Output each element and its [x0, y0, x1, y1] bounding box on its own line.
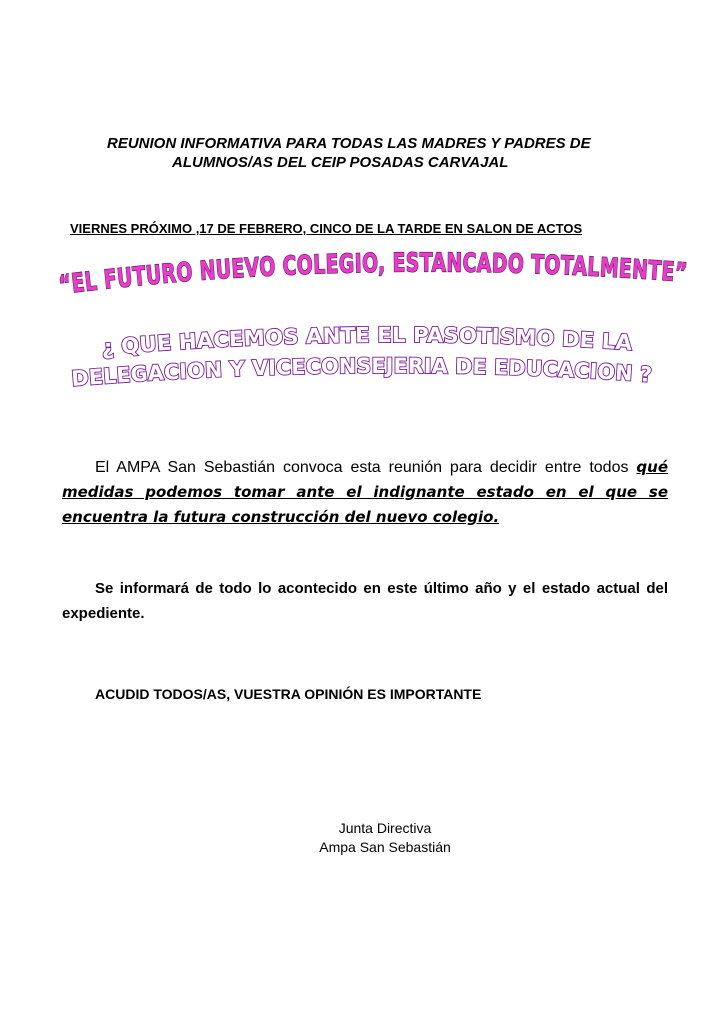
paragraph-2-text: Se informará de todo lo acontecido en este último año y el estado actual del expediente. — [62, 580, 668, 622]
header-line-2: ALUMNOS/AS DEL CEIP POSADAS CARVAJAL — [172, 154, 509, 171]
question-line-2-path: DELEGACION Y VICECONSEJERIA DE EDUCACION ? — [70, 353, 653, 391]
question-wordart — [0, 320, 728, 405]
headline-text — [57, 248, 694, 301]
question-line-1-path: ¿ QUE HACEMOS ANTE EL PASOTISMO DE LA — [100, 323, 633, 360]
question-line-2 — [71, 354, 653, 391]
header-line-1: REUNION INFORMATIVA PARA TODAS LAS MADRES Y PADRES DE — [107, 135, 591, 152]
paragraph-emphasis: qué medidas podemos tomar ante el indignante estado en el que se encuentra la futura construcción del nuevo colegio. — [62, 458, 668, 526]
body-paragraph-2 — [62, 576, 668, 626]
headline-wordart — [0, 250, 728, 315]
headline-textpath: “EL FUTURO NUEVO COLEGIO, ESTANCADO TOTALMENTE” — [57, 248, 694, 301]
body-paragraph-1 — [62, 455, 668, 530]
signature-line-2: Ampa San Sebastián — [319, 839, 451, 855]
callout-text: ACUDID TODOS/AS, VUESTRA OPINIÓN ES IMPORTANTE — [95, 686, 482, 702]
signature-line-1: Junta Directiva — [338, 820, 432, 836]
meeting-details: VIERNES PRÓXIMO ,17 DE FEBRERO, CINCO DE LA TARDE EN SALON DE ACTOS — [70, 221, 583, 236]
paragraph-intro: El AMPA San Sebastián convoca esta reunión para decidir entre todos — [95, 459, 629, 476]
